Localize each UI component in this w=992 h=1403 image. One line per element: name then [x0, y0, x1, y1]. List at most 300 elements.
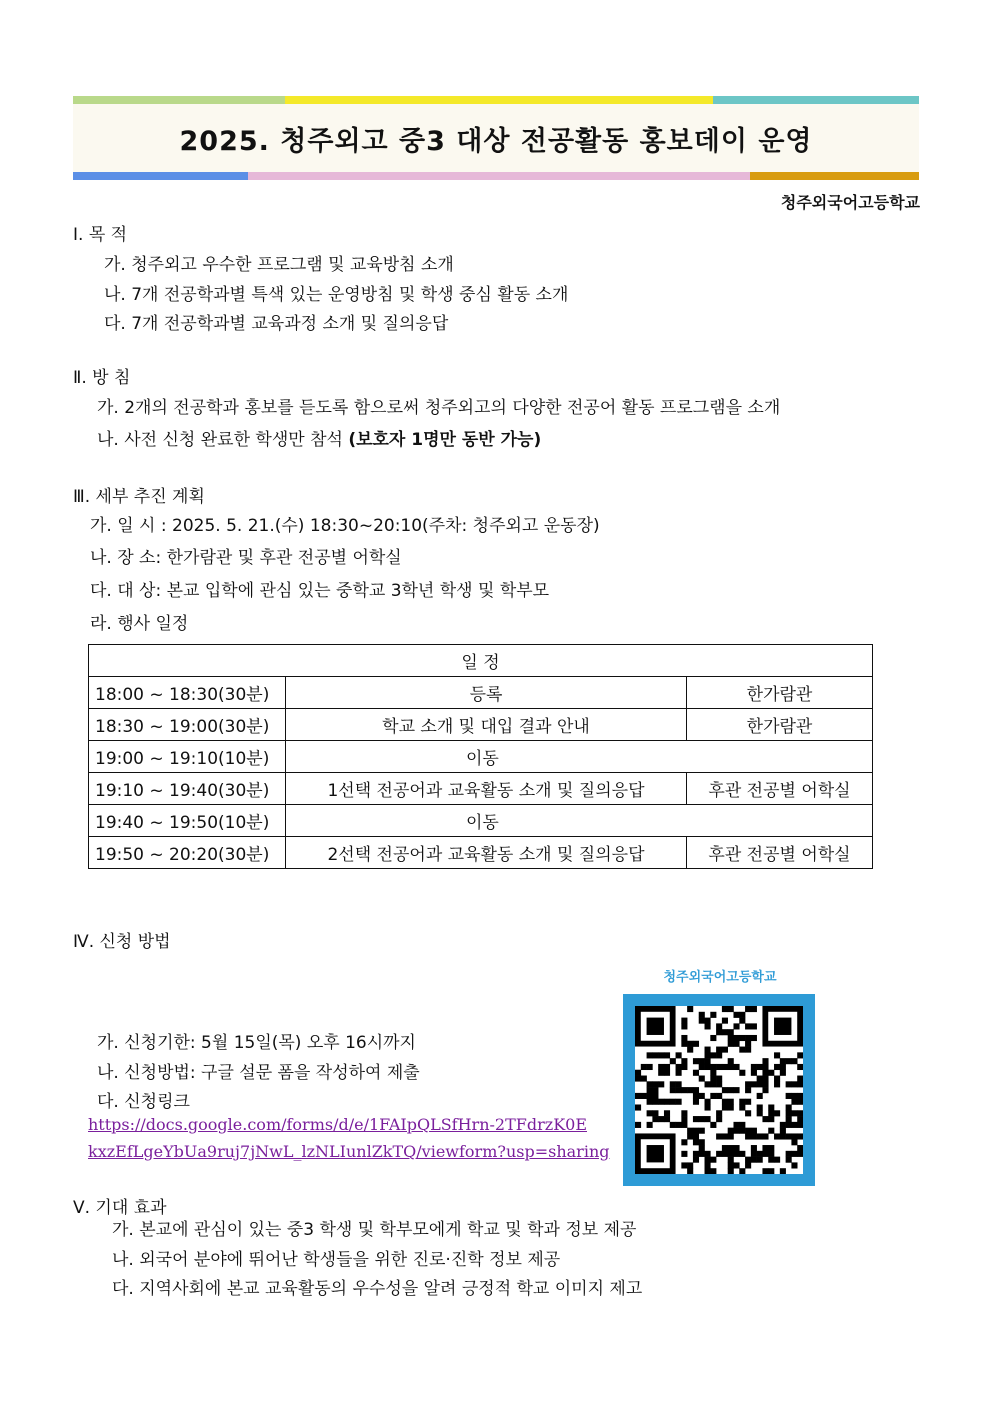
title-box	[73, 104, 919, 172]
qr-module	[797, 1110, 803, 1116]
qr-module	[716, 1151, 722, 1157]
qr-module	[687, 1168, 693, 1174]
qr-module	[710, 1168, 716, 1174]
qr-module	[751, 1070, 757, 1076]
qr-module	[739, 1035, 745, 1041]
qr-module	[716, 1029, 722, 1035]
qr-module	[739, 1104, 745, 1110]
qr-module	[786, 1081, 792, 1087]
s1-item-3: 다. 7개 전공학과별 교육과정 소개 및 질의응답	[104, 314, 449, 334]
qr-module	[687, 1006, 693, 1012]
row-event: 이동	[286, 805, 873, 837]
qr-module	[722, 1029, 728, 1035]
qr-module	[705, 1099, 711, 1105]
s4-item-1: 가. 신청기한: 5월 15일(목) 오후 16시까지	[97, 1033, 416, 1053]
qr-module	[658, 1116, 664, 1122]
bar-gold	[750, 172, 919, 180]
qr-module	[693, 1116, 699, 1122]
qr-module	[774, 1018, 791, 1035]
qr-module	[768, 1070, 774, 1076]
qr-module	[658, 1070, 664, 1076]
qr-module	[699, 1012, 705, 1018]
qr-module	[647, 1093, 653, 1099]
qr-module	[676, 1087, 682, 1093]
qr-code-icon	[635, 1006, 803, 1174]
qr-module	[786, 1122, 792, 1128]
qr-module	[722, 1133, 728, 1139]
s4-item-3: 다. 신청링크	[97, 1092, 190, 1112]
qr-module	[751, 1081, 757, 1087]
qr-module	[797, 1081, 803, 1087]
qr-module	[786, 1093, 792, 1099]
qr-module	[791, 1058, 797, 1064]
qr-module	[733, 1041, 739, 1047]
qr-module	[722, 1064, 728, 1070]
s4-item-2: 나. 신청방법: 구글 설문 폼을 작성하여 제출	[97, 1063, 420, 1083]
qr-pattern	[635, 1006, 803, 1174]
qr-module	[728, 1029, 734, 1035]
qr-module	[687, 1087, 693, 1093]
qr-module	[635, 1104, 641, 1110]
qr-module	[739, 1168, 745, 1174]
qr-module	[647, 1145, 664, 1162]
qr-module	[664, 1070, 670, 1076]
qr-module	[728, 1157, 734, 1163]
qr-module	[647, 1064, 653, 1070]
qr-label: 청주외국어고등학교	[663, 970, 777, 985]
qr-module	[693, 1058, 699, 1064]
table-row	[89, 741, 873, 773]
qr-module	[710, 1070, 716, 1076]
qr-module	[762, 1133, 768, 1139]
qr-module	[681, 1023, 687, 1029]
qr-module	[635, 1093, 641, 1099]
qr-module	[791, 1162, 797, 1168]
qr-module	[762, 1168, 768, 1174]
row-event: 이동	[286, 741, 873, 773]
school-name: 청주외국어고등학교	[780, 193, 920, 212]
qr-module	[652, 1087, 658, 1093]
qr-module	[733, 1064, 739, 1070]
qr-module	[699, 1018, 705, 1024]
table-row	[89, 709, 873, 741]
qr-module	[739, 1099, 745, 1105]
qr-module	[745, 1157, 751, 1163]
qr-module	[710, 1093, 716, 1099]
qr-module	[647, 1110, 653, 1116]
qr-module	[664, 1052, 670, 1058]
qr-module	[757, 1151, 763, 1157]
table-row	[89, 837, 873, 869]
qr-module	[652, 1116, 658, 1122]
section-5-heading: Ⅴ. 기대 효과	[73, 1198, 167, 1218]
qr-module	[705, 1047, 711, 1053]
qr-module	[791, 1110, 797, 1116]
qr-module	[780, 1128, 786, 1134]
qr-module	[699, 1139, 705, 1145]
qr-module	[705, 1104, 711, 1110]
qr-module	[699, 1128, 705, 1134]
qr-module	[745, 1023, 751, 1029]
qr-module	[728, 1064, 734, 1070]
qr-module	[797, 1133, 803, 1139]
qr-module	[739, 1151, 745, 1157]
row-time: 18:30 ~ 19:00(30분)	[89, 709, 286, 741]
qr-module	[768, 1145, 774, 1151]
qr-module	[786, 1058, 792, 1064]
qr-module	[733, 1087, 739, 1093]
qr-module	[745, 1081, 751, 1087]
qr-module	[658, 1064, 664, 1070]
table-row	[89, 773, 873, 805]
qr-module	[635, 1070, 641, 1076]
qr-module	[786, 1104, 792, 1110]
qr-module	[733, 1035, 739, 1041]
qr-module	[762, 1116, 768, 1122]
qr-module	[658, 1052, 664, 1058]
qr-module	[780, 1133, 786, 1139]
qr-module	[722, 1099, 728, 1105]
qr-module	[722, 1047, 728, 1053]
qr-module	[699, 1064, 705, 1070]
qr-module	[699, 1093, 705, 1099]
qr-module	[762, 1081, 768, 1087]
qr-module	[716, 1116, 722, 1122]
qr-module	[710, 1157, 716, 1163]
qr-module	[797, 1052, 803, 1058]
signup-link-line-2[interactable]: kxzEfLgeYbUa9ruj7jNwL_lzNLIunlZkTQ/viewform?usp=sharing	[88, 1142, 610, 1161]
qr-module	[676, 1081, 682, 1087]
signup-link-line-1[interactable]: https://docs.google.com/forms/d/e/1FAIpQLSfHrn-2TFdrzK0E	[88, 1115, 587, 1134]
qr-module	[716, 1110, 722, 1116]
qr-module	[647, 1099, 653, 1105]
qr-module	[768, 1168, 774, 1174]
qr-module	[670, 1087, 676, 1093]
qr-module	[733, 1145, 739, 1151]
qr-module	[768, 1110, 774, 1116]
qr-module	[786, 1110, 792, 1116]
qr-module	[676, 1070, 682, 1076]
qr-module	[699, 1116, 705, 1122]
qr-module	[762, 1058, 768, 1064]
title-top-bars	[73, 96, 919, 104]
qr-module	[681, 1018, 687, 1024]
qr-module	[647, 1018, 664, 1035]
qr-module	[745, 1133, 751, 1139]
qr-module	[774, 1081, 780, 1087]
qr-module	[757, 1064, 763, 1070]
qr-module	[716, 1133, 722, 1139]
qr-module	[786, 1151, 792, 1157]
page-title: 2025. 청주외고 중3 대상 전공활동 홍보데이 운영	[179, 125, 813, 157]
qr-module	[797, 1116, 803, 1122]
qr-module	[670, 1081, 676, 1087]
qr-module	[658, 1099, 664, 1105]
qr-module	[722, 1151, 728, 1157]
qr-module	[705, 1023, 711, 1029]
qr-module	[797, 1151, 803, 1157]
qr-module	[780, 1122, 786, 1128]
qr-module	[745, 1087, 751, 1093]
qr-module	[762, 1145, 768, 1151]
qr-module	[739, 1047, 745, 1053]
qr-module	[647, 1052, 653, 1058]
qr-module	[716, 1047, 722, 1053]
qr-module	[728, 1035, 734, 1041]
qr-module	[681, 1122, 687, 1128]
qr-module	[786, 1157, 792, 1163]
bar-pink	[248, 172, 750, 180]
qr-module	[652, 1099, 658, 1105]
qr-module	[751, 1064, 757, 1070]
qr-module	[635, 1122, 641, 1128]
qr-module	[786, 1133, 792, 1139]
qr-module	[791, 1133, 797, 1139]
qr-module	[797, 1099, 803, 1105]
qr-module	[728, 1151, 734, 1157]
title-bottom-bars	[73, 172, 919, 180]
qr-module	[710, 1064, 716, 1070]
qr-module	[647, 1081, 653, 1087]
qr-module	[751, 1035, 757, 1041]
qr-module	[647, 1087, 653, 1093]
qr-module	[676, 1052, 682, 1058]
qr-module	[716, 1081, 722, 1087]
qr-module	[757, 1133, 763, 1139]
s3-item-2: 나. 장 소: 한가람관 및 후관 전공별 어학실	[90, 548, 402, 568]
bar-blue	[73, 172, 248, 180]
qr-module	[681, 1151, 687, 1157]
qr-module	[705, 1151, 711, 1157]
s2-item-2	[97, 425, 541, 450]
qr-module	[687, 1041, 693, 1047]
qr-module	[745, 1041, 751, 1047]
qr-module	[728, 1006, 734, 1012]
qr-module	[647, 1122, 653, 1128]
qr-module	[751, 1145, 757, 1151]
qr-module	[710, 1081, 716, 1087]
qr-module	[693, 1093, 699, 1099]
qr-module	[733, 1122, 739, 1128]
qr-module	[791, 1151, 797, 1157]
qr-module	[693, 1070, 699, 1076]
qr-module	[780, 1058, 786, 1064]
qr-module	[687, 1162, 693, 1168]
qr-module	[670, 1099, 676, 1105]
qr-module	[757, 1076, 763, 1082]
row-event: 등록	[286, 677, 687, 709]
qr-module	[681, 1058, 687, 1064]
qr-module	[693, 1099, 699, 1105]
qr-module	[635, 1076, 641, 1082]
qr-module	[670, 1122, 676, 1128]
qr-module	[699, 1151, 705, 1157]
qr-module	[774, 1157, 780, 1163]
row-time: 18:00 ~ 18:30(30분)	[89, 677, 286, 709]
qr-module	[722, 1104, 728, 1110]
qr-module	[762, 1064, 768, 1070]
qr-module	[751, 1133, 757, 1139]
schedule-header-row	[89, 645, 873, 677]
qr-module	[797, 1122, 803, 1128]
row-event: 1선택 전공어과 교육활동 소개 및 질의응답	[286, 773, 687, 805]
qr-module	[797, 1093, 803, 1099]
section-2-heading: Ⅱ. 방 침	[73, 368, 131, 388]
qr-module	[745, 1099, 751, 1105]
s3-item-4: 라. 행사 일정	[90, 614, 189, 634]
qr-module	[762, 1087, 768, 1093]
s1-item-1: 가. 청주외고 우수한 프로그램 및 교육방침 소개	[104, 255, 454, 275]
qr-module	[745, 1035, 751, 1041]
qr-module	[774, 1052, 780, 1058]
qr-module	[687, 1128, 693, 1134]
table-row	[89, 805, 873, 837]
qr-module	[705, 1116, 711, 1122]
qr-module	[797, 1064, 803, 1070]
qr-module	[664, 1099, 670, 1105]
qr-module	[693, 1128, 699, 1134]
s2-item-2-bold: (보호자 1명만 동반 가능)	[348, 430, 542, 450]
s3-item-1: 가. 일 시 : 2025. 5. 21.(수) 18:30~20:10(주차: 청주외고 운동장)	[90, 516, 600, 536]
qr-module	[757, 1157, 763, 1163]
qr-module	[786, 1116, 792, 1122]
qr-module	[652, 1093, 658, 1099]
qr-module	[762, 1070, 768, 1076]
qr-module	[791, 1093, 797, 1099]
qr-module	[705, 1058, 711, 1064]
qr-module	[739, 1018, 745, 1024]
schedule-header: 일 정	[89, 645, 873, 677]
s5-item-3: 다. 지역사회에 본교 교육활동의 우수성을 알려 긍정적 학교 이미지 제고	[112, 1279, 643, 1299]
qr-module	[751, 1006, 757, 1012]
qr-module	[751, 1128, 757, 1134]
row-time: 19:40 ~ 19:50(10분)	[89, 805, 286, 837]
qr-module	[705, 1162, 711, 1168]
qr-module	[728, 1162, 734, 1168]
qr-module	[693, 1157, 699, 1163]
qr-module	[739, 1012, 745, 1018]
qr-module	[681, 1064, 687, 1070]
table-row	[89, 677, 873, 709]
s5-item-2: 나. 외국어 분야에 뛰어난 학생들을 위한 진로·진학 정보 제공	[112, 1250, 561, 1270]
qr-module	[780, 1168, 786, 1174]
qr-module	[699, 1145, 705, 1151]
bar-teal	[713, 96, 919, 104]
qr-module	[681, 1087, 687, 1093]
qr-module	[710, 1035, 716, 1041]
qr-module	[751, 1023, 757, 1029]
qr-module	[658, 1081, 664, 1087]
qr-module	[768, 1128, 774, 1134]
qr-module	[681, 1139, 687, 1145]
qr-module	[728, 1133, 734, 1139]
qr-module	[774, 1076, 780, 1082]
qr-module	[693, 1139, 699, 1145]
qr-module	[716, 1064, 722, 1070]
qr-module	[728, 1099, 734, 1105]
qr-module	[780, 1070, 786, 1076]
qr-module	[652, 1110, 658, 1116]
qr-module	[733, 1162, 739, 1168]
qr-module	[664, 1116, 670, 1122]
row-event: 학교 소개 및 대입 결과 안내	[286, 709, 687, 741]
qr-module	[705, 1168, 711, 1174]
qr-module	[693, 1041, 699, 1047]
qr-module	[797, 1145, 803, 1151]
qr-module	[768, 1104, 774, 1110]
qr-module	[739, 1122, 745, 1128]
qr-module	[791, 1139, 797, 1145]
qr-module	[716, 1076, 722, 1082]
row-time: 19:00 ~ 19:10(10분)	[89, 741, 286, 773]
row-place: 한가람관	[687, 677, 873, 709]
qr-module	[757, 1104, 763, 1110]
qr-module	[728, 1168, 734, 1174]
qr-module	[791, 1099, 797, 1105]
qr-module	[676, 1064, 682, 1070]
qr-module	[733, 1023, 739, 1029]
bar-green	[73, 96, 285, 104]
qr-module	[733, 1151, 739, 1157]
qr-module	[728, 1087, 734, 1093]
s3-item-3: 다. 대 상: 본교 입학에 관심 있는 중학교 3학년 학생 및 학부모	[90, 581, 550, 601]
qr-module	[722, 1087, 728, 1093]
qr-module	[652, 1052, 658, 1058]
qr-module	[768, 1116, 774, 1122]
qr-module	[739, 1128, 745, 1134]
qr-module	[716, 1023, 722, 1029]
qr-module	[745, 1162, 751, 1168]
row-place: 후관 전공별 어학실	[687, 837, 873, 869]
qr-module	[676, 1099, 682, 1105]
qr-module	[693, 1087, 699, 1093]
qr-module	[797, 1076, 803, 1082]
qr-module	[705, 1052, 711, 1058]
qr-module	[728, 1128, 734, 1134]
qr-module	[699, 1076, 705, 1082]
bar-yellow	[285, 96, 713, 104]
qr-module	[745, 1128, 751, 1134]
qr-module	[705, 1018, 711, 1024]
row-time: 19:10 ~ 19:40(30분)	[89, 773, 286, 805]
qr-module	[751, 1157, 757, 1163]
qr-module	[774, 1133, 780, 1139]
qr-module	[681, 1035, 687, 1041]
qr-module	[641, 1064, 647, 1070]
qr-module	[745, 1006, 751, 1012]
section-3-heading: Ⅲ. 세부 추진 계획	[73, 487, 205, 507]
qr-module	[757, 1081, 763, 1087]
qr-module	[751, 1151, 757, 1157]
qr-module	[780, 1064, 786, 1070]
qr-module	[733, 1128, 739, 1134]
qr-module	[664, 1110, 670, 1116]
section-4-heading: Ⅳ. 신청 방법	[73, 932, 171, 952]
qr-module	[693, 1151, 699, 1157]
qr-module	[716, 1052, 722, 1058]
qr-module	[676, 1122, 682, 1128]
qr-module	[710, 1012, 716, 1018]
qr-module	[757, 1110, 763, 1116]
qr-module	[699, 1058, 705, 1064]
qr-code[interactable]	[623, 994, 815, 1186]
qr-module	[745, 1110, 751, 1116]
row-time: 19:50 ~ 20:20(30분)	[89, 837, 286, 869]
qr-module	[716, 1093, 722, 1099]
qr-module	[710, 1076, 716, 1082]
qr-module	[693, 1133, 699, 1139]
qr-module	[728, 1058, 734, 1064]
